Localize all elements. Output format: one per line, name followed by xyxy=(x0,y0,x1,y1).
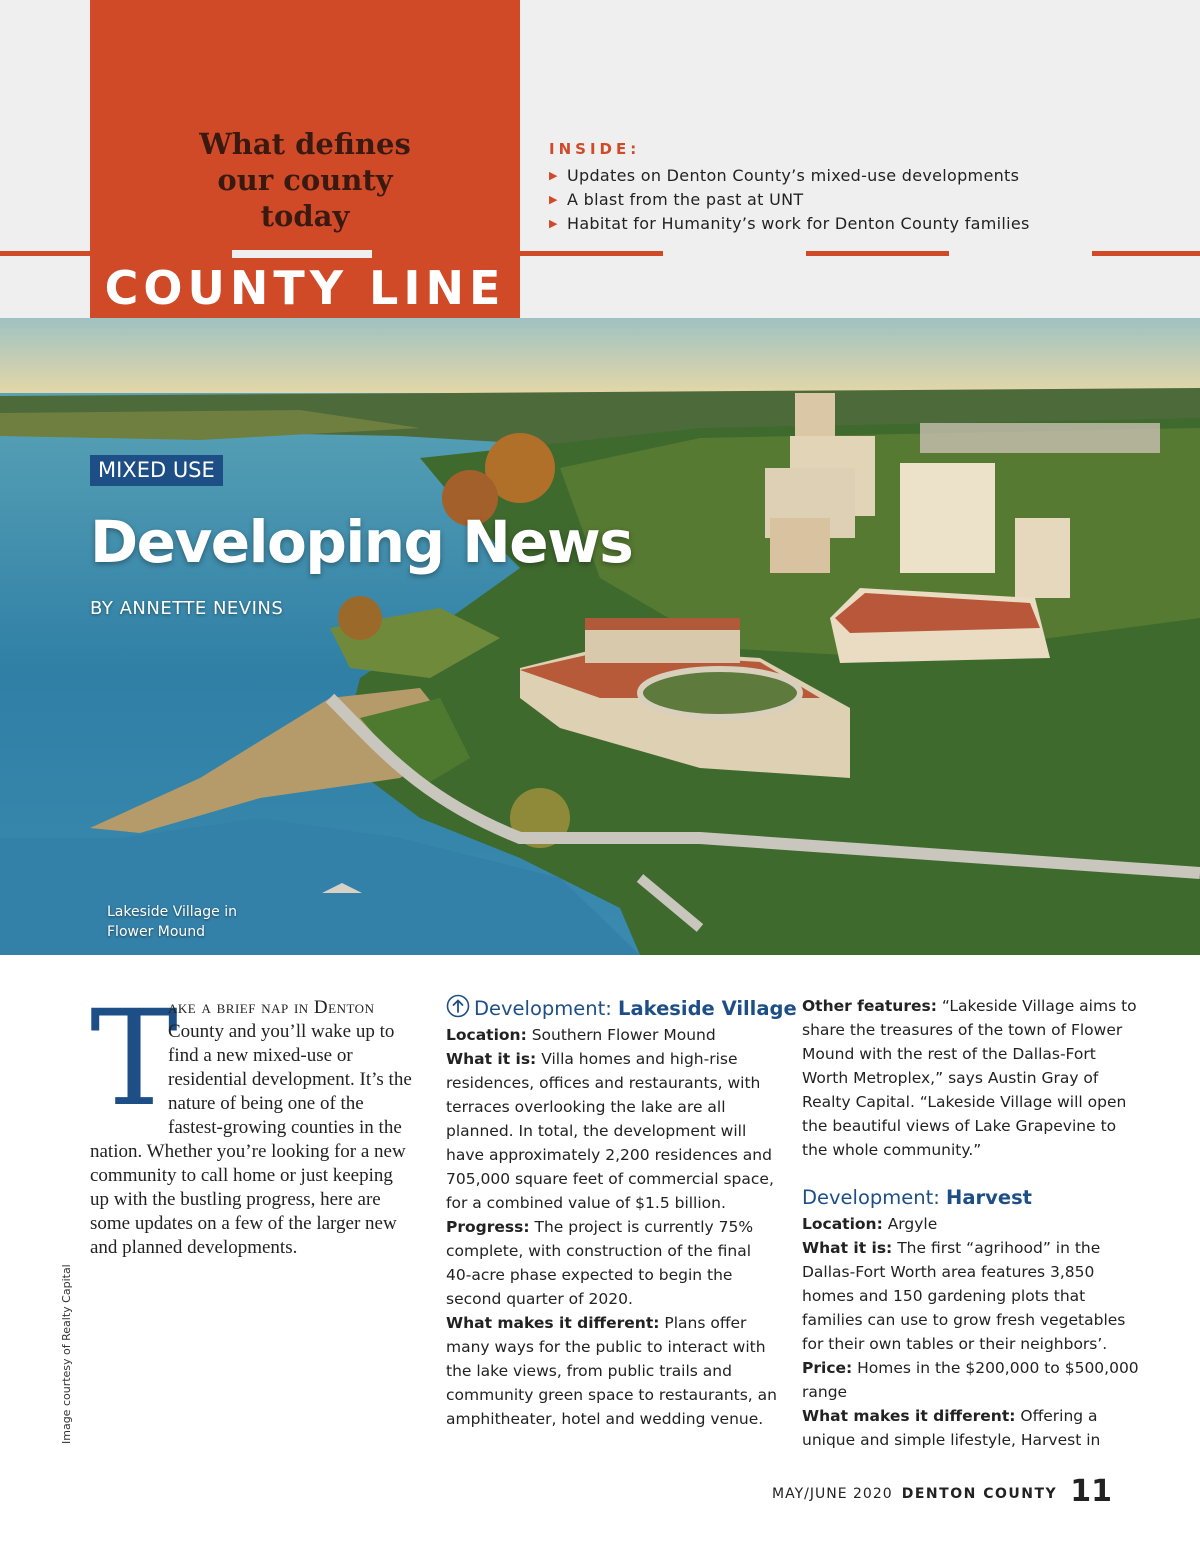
issue-date: MAY/JUNE 2020 xyxy=(772,1486,893,1502)
dev1-heading: Development: Lakeside Village xyxy=(446,994,780,1023)
dev2-heading: Development: Harvest xyxy=(802,1186,1033,1209)
image-credit: Image courtesy of Realty Capital xyxy=(60,1264,73,1444)
dev2-name: Harvest xyxy=(946,1186,1033,1209)
inside-item[interactable]: ▶ A blast from the past at UNT xyxy=(549,188,1109,212)
aerial-illustration xyxy=(0,318,1200,955)
dev2-what: What it is: The first “agrihood” in the Dallas-Fort Worth area features 3,850 homes and 150 gardening plots that families can use to grow fresh vegetables for their own tables or their neighbors’. xyxy=(802,1239,1126,1353)
inside-title: INSIDE: xyxy=(549,140,641,158)
dev1-progress: Progress: The project is currently 75% complete, with construction of the final 40-acre phase expected to begin the second quarter of 2020. xyxy=(446,1218,754,1308)
intro-paragraph xyxy=(90,982,412,1260)
section-tagline: What defines our county today xyxy=(199,127,411,233)
hero-photo xyxy=(0,318,1200,955)
dev2-different: What makes it different: Offering a unique and simple lifestyle, Harvest in xyxy=(802,1407,1101,1449)
header-rule-mid xyxy=(372,251,663,256)
category-badge: MIXED USE xyxy=(90,455,223,486)
header-rule-right-1 xyxy=(806,251,949,256)
dev2-column xyxy=(802,994,1142,1452)
header-rule-left xyxy=(0,251,235,256)
triangle-bullet-icon: ▶ xyxy=(549,217,558,230)
dev1-other-features: Other features: “Lakeside Village aims to share the treasures of the town of Flower Mound with the rest of the Dallas-Fort Worth Metroplex,” says Austin Gray of Realty Capital. “Lakeside Village will open the beautiful views of Lake Grapevine to the whole community.” xyxy=(802,997,1137,1159)
intro-text: County and you’ll wake up to find a new mixed-use or residential development. It’s the nature of being one of the fastest-growing counties in the nation. Whether you’re looking for a new community to call home or just keeping up with the bustling progress, here are some updates on a few of the larger new and planned developments. xyxy=(90,1021,412,1258)
article-title: Developing News xyxy=(90,508,633,576)
inside-list xyxy=(549,140,1109,236)
dev1-what: What it is: Villa homes and high-rise residences, offices and restaurants, with terraces overlooking the lake are all planned. In total, the development will have approximately 2,200 residences and 705,000 square feet of commercial space, for a combined value of $1.5 billion. xyxy=(446,1050,774,1212)
photo-caption: Lakeside Village in Flower Mound xyxy=(107,904,237,940)
article-byline: BY ANNETTE NEVINS xyxy=(90,598,284,619)
lead-in: ake a brief nap in Denton xyxy=(168,997,375,1018)
header-rule-notch xyxy=(232,250,372,258)
page-number: 11 xyxy=(1070,1474,1112,1509)
dev1-location: Location: Southern Flower Mound xyxy=(446,1026,716,1044)
inside-item[interactable]: ▶ Updates on Denton County’s mixed-use developments xyxy=(549,164,1109,188)
inside-item[interactable]: ▶ Habitat for Humanity’s work for Denton County families xyxy=(549,212,1109,236)
magazine-name: DENTON COUNTY xyxy=(901,1486,1058,1502)
dev1-different: What makes it different: Plans offer many ways for the public to interact with the lake views, from public trails and community green space to restaurants, an amphitheater, hotel and wedding venue. xyxy=(446,1314,777,1428)
dev2-price: Price: Homes in the $200,000 to $500,000 range xyxy=(802,1359,1139,1401)
dev1-column xyxy=(446,994,797,1431)
dev2-location: Location: Argyle xyxy=(802,1215,938,1233)
triangle-bullet-icon: ▶ xyxy=(549,169,558,182)
page-footer xyxy=(772,1474,1112,1509)
drop-cap: T xyxy=(90,982,179,1136)
header-rule-right-2 xyxy=(1092,251,1200,256)
section-title: COUNTY LINE xyxy=(90,258,520,318)
dev1-name: Lakeside Village xyxy=(618,997,797,1020)
triangle-bullet-icon: ▶ xyxy=(549,193,558,206)
arrow-up-circle-icon xyxy=(446,994,470,1018)
